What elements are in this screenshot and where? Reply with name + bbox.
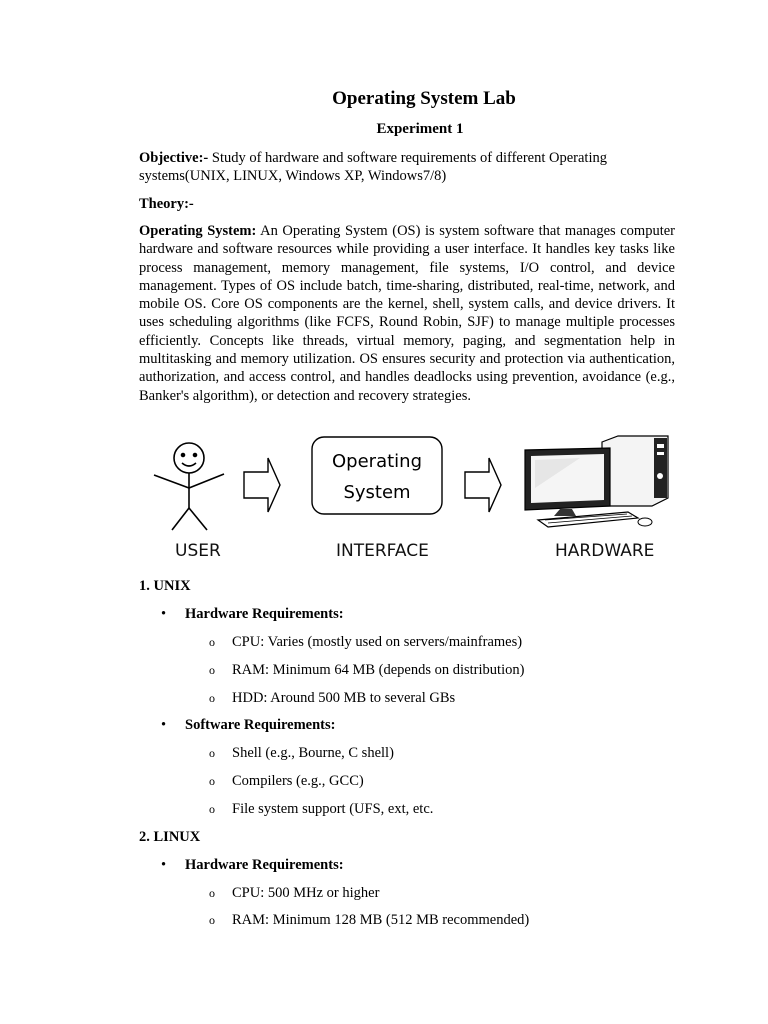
sub-bullet-icon: o: [209, 635, 215, 649]
list-item: [209, 745, 394, 762]
objective-text: Study of hardware and software requirements of different Operating systems(UNIX, LINUX, Windows XP, Windows7/8): [139, 150, 607, 185]
page-title: Operating System Lab: [332, 88, 516, 109]
list-item: [209, 634, 522, 651]
os-text: An Operating System (OS) is system software that manages computer hardware and software resources while providing a user interface. It handles key tasks like process management, memory management, file systems, I/O control, and device management. Types of OS include batch, time-sharing, distributed, real-time, network, and mobile OS. Core OS components are the kernel, shell, system calls, and device drivers. It uses scheduling algorithms (like FCFS, Round Robin, SJF) to manage multiple processes efficiently. Concepts like threads, virtual memory, paging, and segmentation help in multitasking and memory utilization. OS ensures security and protection via authentication, authorization, and access control, and handles deadlocks using prevention, avoidance (e.g., Banker's algorithm), or detection and recovery strategies.: [139, 223, 675, 404]
section-heading-linux: 2. LINUX: [139, 829, 201, 845]
sub-bullet-icon: o: [209, 663, 215, 677]
list-item: [161, 606, 344, 623]
sub-bullet-icon: o: [209, 802, 215, 816]
unix-sw-item: File system support (UFS, ext, etc.: [232, 801, 434, 817]
os-paragraph: [139, 222, 675, 405]
bullet-icon: •: [161, 606, 167, 622]
theory-label: Theory:-: [139, 196, 194, 212]
sub-bullet-icon: o: [209, 913, 215, 927]
diagram-label-interface: INTERFACE: [336, 541, 429, 561]
list-item: [209, 912, 529, 929]
linux-hw-item: RAM: Minimum 128 MB (512 MB recommended): [232, 912, 530, 928]
section-heading-unix: 1. UNIX: [139, 578, 191, 594]
list-item: [161, 717, 335, 734]
unix-sw-item: Shell (e.g., Bourne, C shell): [232, 745, 394, 761]
diagram-label-user: USER: [175, 541, 221, 561]
sub-bullet-icon: o: [209, 774, 215, 788]
bullet-icon: •: [161, 857, 167, 873]
diagram-label-hardware: HARDWARE: [555, 541, 655, 561]
list-item: [209, 801, 433, 818]
computer-icon: [525, 436, 668, 527]
linux-hw-item: CPU: 500 MHz or higher: [232, 885, 380, 901]
experiment-subtitle: Experiment 1: [376, 121, 464, 137]
linux-hw-label: Hardware Requirements:: [185, 857, 344, 873]
list-item: [209, 773, 364, 790]
sub-bullet-icon: o: [209, 691, 215, 705]
objective-label: Objective:-: [139, 150, 209, 166]
os-diagram: [140, 428, 680, 568]
os-label: Operating System:: [139, 223, 257, 239]
list-item: [161, 857, 344, 874]
unix-hw-label: Hardware Requirements:: [185, 606, 344, 622]
unix-sw-label: Software Requirements:: [185, 717, 336, 733]
unix-hw-item: RAM: Minimum 64 MB (depends on distribution): [232, 662, 525, 678]
unix-sw-item: Compilers (e.g., GCC): [232, 773, 364, 789]
os-box-line2: System: [343, 482, 411, 503]
unix-hw-item: HDD: Around 500 MB to several GBs: [232, 690, 456, 706]
sub-bullet-icon: o: [209, 746, 215, 760]
bullet-icon: •: [161, 717, 167, 733]
user-figure-icon: [154, 443, 224, 530]
sub-bullet-icon: o: [209, 886, 215, 900]
list-item: [209, 690, 455, 707]
list-item: [209, 662, 524, 679]
arrow-right-icon: [465, 458, 501, 512]
os-box-line1: Operating: [332, 451, 422, 472]
list-item: [209, 885, 379, 902]
arrow-right-icon: [244, 458, 280, 512]
os-box-label: [312, 446, 442, 508]
unix-hw-item: CPU: Varies (mostly used on servers/mainframes): [232, 634, 523, 650]
objective-paragraph: [139, 149, 675, 186]
